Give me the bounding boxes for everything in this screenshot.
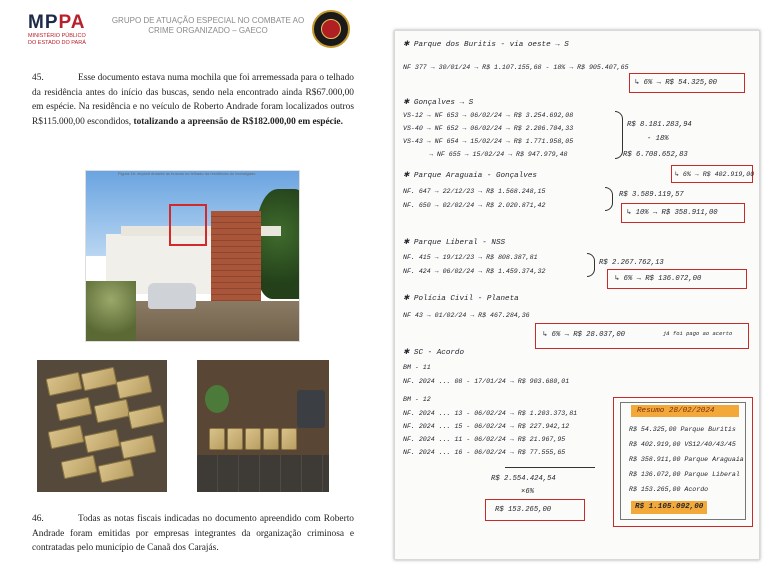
paragraph-46 [32,512,354,556]
logo-subtitle-1: MINISTÉRIO PÚBLICO [28,33,86,39]
summary-box [613,397,753,527]
summary-title: Resumo 28/02/2024 [637,407,715,415]
note-line: → NF 655 → 15/02/24 → R$ 947.979,48 [429,151,568,158]
note-line: NF. 424 → 06/02/24 → R$ 1.459.374,32 [403,268,546,275]
note-line: R$ 8.181.283,94 [627,121,692,129]
note-line: NF. 647 → 22/12/23 → R$ 1.568.248,15 [403,188,546,195]
note-line: NF. 2024 ... 13 - 06/02/24 → R$ 1.203.373,81 [403,410,578,417]
logo-subtitle-2: DO ESTADO DO PARÁ [28,40,86,46]
note-line: NF. 650 → 02/02/24 → R$ 2.020.871,42 [403,202,546,209]
paragraph-45-text: Esse documento estava numa mochila que foi arremessada para o telhado da residência antes do início das buscas, sendo nela encontrado ainda R$67.000,00 em espécie. Na residência e no veículo de Roberto Andrade foram localizados outros R$115.000,00 escondidos, [32,73,354,127]
note-line: VS-40 → NF 652 → 06/02/24 → R$ 2.206.704,33 [403,125,574,132]
logo-mp: MP [28,12,59,33]
note-line: R$ 2.554.424,54 [491,475,556,483]
note-line: já foi pago ao acerto [663,330,733,337]
note-line: ✱ Parque Araguaia - Gonçalves [403,172,537,180]
house-photo [85,170,300,342]
paragraph-46-text: Todas as notas fiscais indicadas no documento apreendido com Roberto Andrade foram emitidas por empresas integrantes da organização criminosa e contratadas pelo município de Canaã dos Carajás. [32,514,354,553]
photo-caption: Figura 16: depósit durante as buscas no telhado da residência do investigado [118,171,256,176]
note-line: NF. 2024 ... 11 - 06/02/24 → R$ 21.967,95 [403,436,566,443]
note-line: NF. 2024 ... 08 - 17/01/24 → R$ 903.680,01 [403,378,570,385]
note-line: ↳ 6% → R$ 54.325,00 [635,79,717,87]
note-line: - 18% [647,135,669,143]
paragraph-number: 45. [32,73,44,83]
paragraph-45-bold: totalizando a apreensão de R$182.000,00 em espécie. [133,116,343,127]
handwritten-notes-page [394,30,760,560]
cash-bundles-photo [37,360,167,492]
cash-on-table-photo [197,360,329,492]
summary-row: R$ 54.325,00 Parque Buritis [629,426,736,433]
note-line: ✱ Parque dos Buritis - via oeste → S [403,41,569,49]
note-line: ↳ 10% → R$ 358.911,00 [627,209,718,217]
note-line: NF 377 → 30/01/24 → R$ 1.107.155,68 - 18% → R$ 905.407,65 [403,64,629,71]
gaeco-title-line-1: GRUPO DE ATUAÇÃO ESPECIAL NO COMBATE AO [111,16,305,25]
summary-row: R$ 153.265,00 Acordo [629,486,709,493]
note-line: ✱ Parque Liberal - NSS [403,239,506,247]
note-line: VS-12 → NF 653 → 06/02/24 → R$ 3.254.692,08 [403,112,574,119]
paragraph-45 [32,71,354,129]
mppa-logo [28,14,98,46]
note-line: R$ 3.589.119,57 [619,191,684,199]
note-line: ×6% [521,488,534,496]
note-line: NF. 2024 ... 15 - 06/02/24 → R$ 227.942,12 [403,423,570,430]
paragraph-number: 46. [32,514,44,524]
note-line: VS-43 → NF 654 → 15/02/24 → R$ 1.771.958,05 [403,138,574,145]
brace [615,111,623,159]
note-line: R$ 153.265,00 [495,506,552,514]
brace [587,253,595,277]
car [148,283,196,309]
note-line: BM - 12 [403,396,431,403]
note-line: R$ 2.267.762,13 [599,259,664,267]
gaeco-title-line-2: CRIME ORGANIZADO – GAECO [148,26,268,35]
note-line: ✱ Polícia Civil - Planeta [403,295,519,303]
gaeco-seal-icon [312,10,350,48]
note-line: BM - 11 [403,364,431,371]
note-line: ✱ Gonçalves → S [403,99,474,107]
note-line: NF. 2024 ... 16 - 06/02/24 → R$ 77.555,65 [403,449,566,456]
note-line: ↳ 6% → R$ 402.919,00 [675,171,755,178]
summary-row: R$ 402.919,00 VS12/40/43/45 [629,441,736,448]
gaeco-title [108,16,308,36]
money-counter [297,390,325,428]
note-line: NF 43 → 01/02/24 → R$ 467.284,36 [403,312,530,319]
summary-total: R$ 1.105.092,00 [635,503,704,511]
note-line: ↳ 6% → R$ 136.072,00 [615,275,702,283]
arrow-line [505,467,595,468]
report-header [20,12,360,52]
note-line: R$ 6.708.652,83 [623,151,688,159]
note-line: ↳ 6% → R$ 28.037,00 [543,331,625,339]
summary-row: R$ 358.911,00 Parque Araguaia [629,456,744,463]
note-line: NF. 415 → 19/12/23 → R$ 808.387,81 [403,254,538,261]
brace [605,187,613,211]
logo-pa: PA [58,12,86,33]
note-line: ✱ SC - Acordo [403,349,465,357]
summary-row: R$ 136.072,00 Parque Liberal [629,471,740,478]
roof-highlight-box [169,204,207,246]
